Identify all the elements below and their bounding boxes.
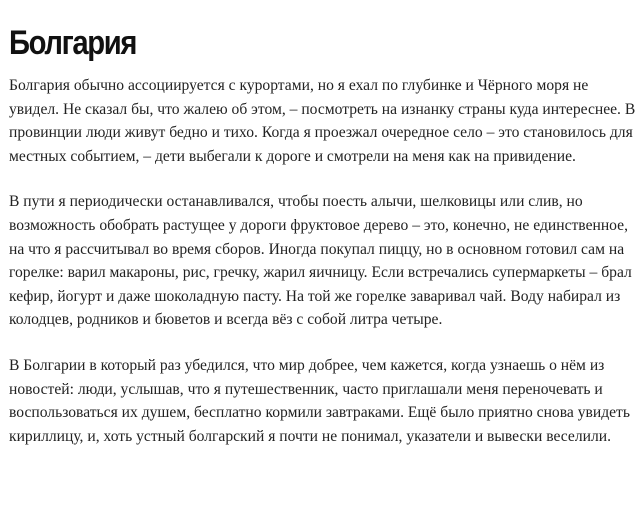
- article-paragraph-2: В пути я периодически останавливался, чтобы поесть алычи, шелковицы или слив, но возможность обобрать растущее у дороги фруктовое дерево – это, конечно, не единственное, на что я рассчитывал во время сборов. Иногда покупал пиццу, но в основном готовил сам на горелке: варил макароны, рис, гречку, жарил яичницу. Если встречались супермаркеты – брал кефир, йогурт и даже шоколадную пасту. На той же горелке заваривал чай. Воду набирал из колодцев, родников и бюветов и всегда вёз с собой литра четыре.: [9, 193, 632, 329]
- article: [9, 22, 637, 448]
- article-paragraph-1: Болгария обычно ассоциируется с курортами, но я ехал по глубинке и Чёрного моря не увидел. Не сказал бы, что жалею об этом, – посмотреть на изнанку страны куда интереснее. В провинции люди живут бедно и тихо. Когда я проезжал очередное село – это становилось для местных событием, – дети выбегали к дороге и смотрели на меня как на привидение.: [9, 77, 636, 165]
- article-paragraph-3: В Болгарии в который раз убедился, что мир добрее, чем кажется, когда узнаешь о нём из новостей: люди, услышав, что я путешественник, часто приглашали меня переночевать и воспользоваться их душем, бесплатно кормили завтраками. Ещё было приятно снова увидеть кириллицу, и, хоть устный болгарский я почти не понимал, указатели и вывески веселили.: [9, 356, 630, 445]
- article-title: Болгария: [9, 24, 137, 62]
